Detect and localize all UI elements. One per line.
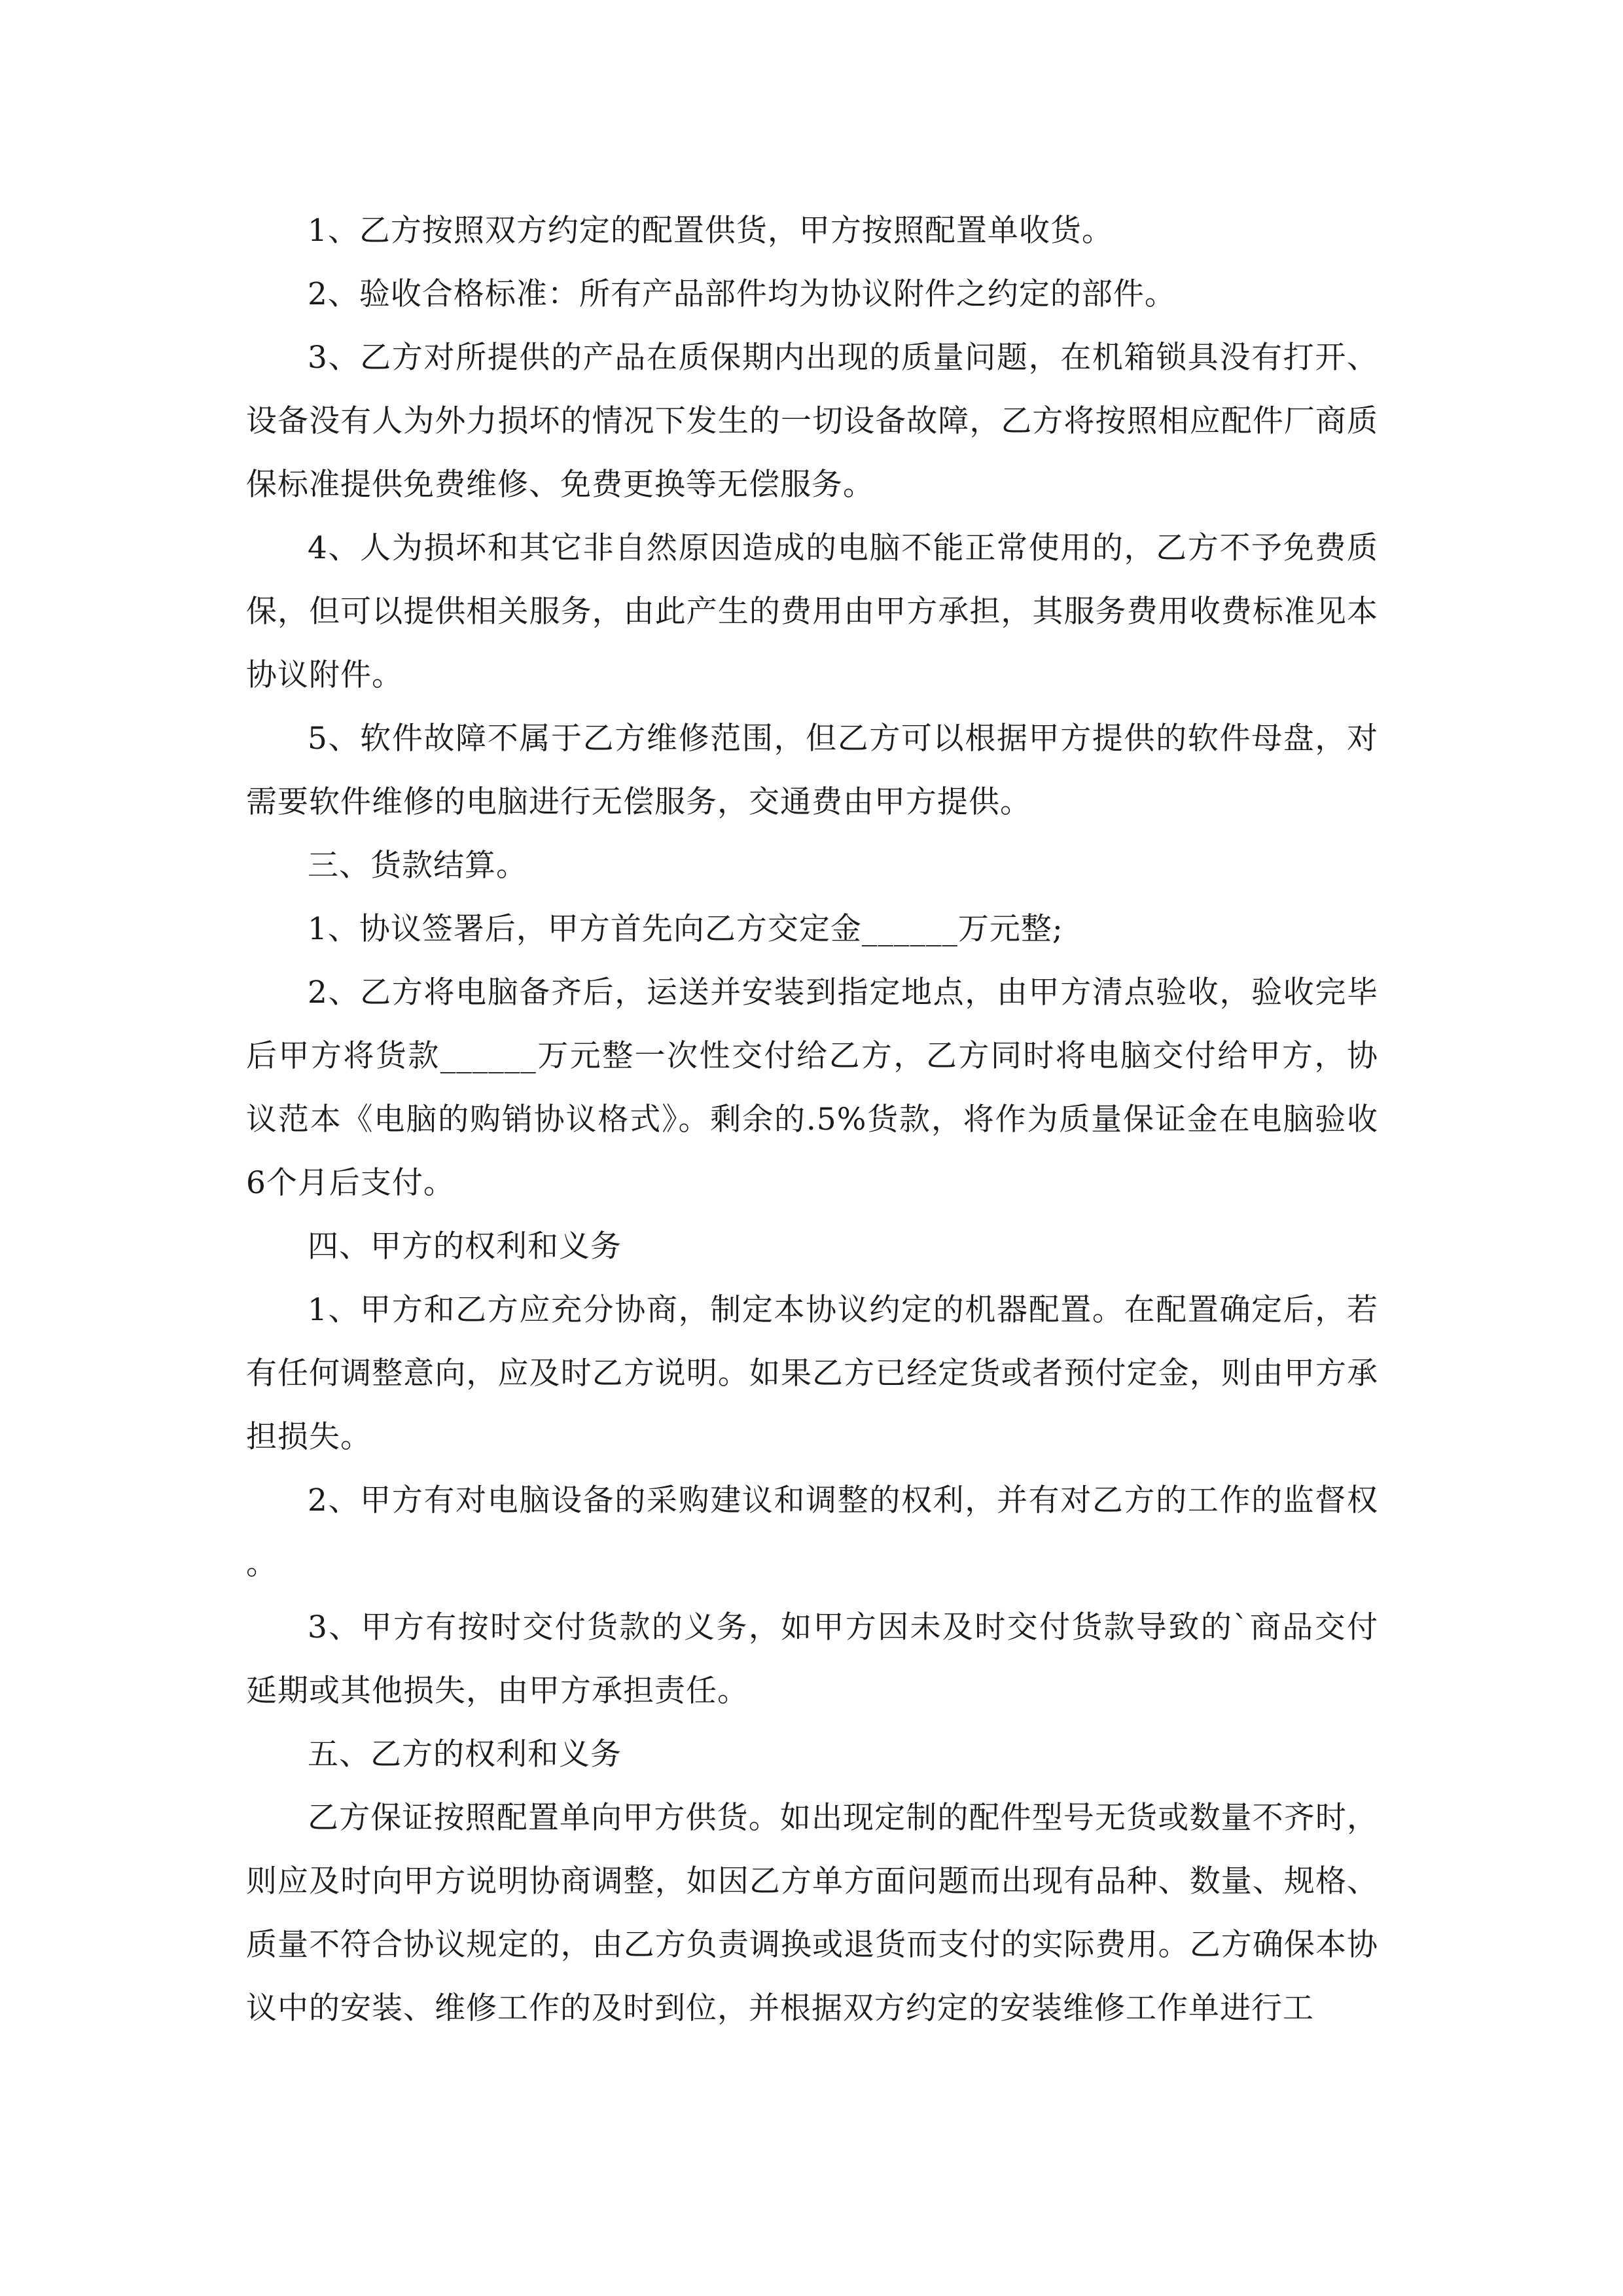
clause-party-b-obligations: 乙方保证按照配置单向甲方供货。如出现定制的配件型号无货或数量不齐时，则应及时向甲方说明协商调整，如因乙方单方面问题而出现有品种、数量、规格、质量不符合协议规定的，由乙方负责调换或退货而支付的实际费用。乙方确保本协议中的安装、维修工作的及时到位，并根据双方约定的安装维修工作单进行工 [246, 1800, 1378, 2026]
clause-party-a-payment-duty: 3、甲方有按时交付货款的义务，如甲方因未及时交付货款导致的`商品交付延期或其他损失，由甲方承担责任。 [246, 1609, 1378, 1709]
section-heading-party-b: 五、乙方的权利和义务 [308, 1736, 622, 1772]
clause-party-a-configuration: 1、甲方和乙方应充分协商，制定本协议约定的机器配置。在配置确定后，若有任何调整意向，应及时乙方说明。如果乙方已经定货或者预付定金，则由甲方承担损失。 [246, 1292, 1378, 1455]
clause-acceptance-supply: 1、乙方按照双方约定的配置供货，甲方按照配置单收货。 [308, 213, 1113, 249]
clause-software-fault: 5、软件故障不属于乙方维修范围，但乙方可以根据甲方提供的软件母盘，对需要软件维修的电脑进行无偿服务，交通费由甲方提供。 [246, 721, 1378, 820]
clause-payment-delivery: 2、乙方将电脑备齐后，运送并安装到指定地点，由甲方清点验收，验收完毕后甲方将货款______万元整一次性交付给乙方，乙方同时将电脑交付给甲方，协议范本《电脑的购销协议格式》。剩余的.5%货款，将作为质量保证金在电脑验收6个月后支付。 [246, 975, 1378, 1201]
clause-acceptance-standard: 2、验收合格标准：所有产品部件均为协议附件之约定的部件。 [308, 276, 1176, 312]
section-heading-party-a: 四、甲方的权利和义务 [308, 1229, 622, 1265]
clause-deposit: 1、协议签署后，甲方首先向乙方交定金______万元整; [308, 911, 1063, 947]
clause-human-damage: 4、人为损坏和其它非自然原因造成的电脑不能正常使用的，乙方不予免费质保，但可以提供相关服务，由此产生的费用由甲方承担，其服务费用收费标准见本协议附件。 [246, 530, 1378, 693]
clause-warranty-service: 3、乙方对所提供的产品在质保期内出现的质量问题，在机箱锁具没有打开、设备没有人为外力损坏的情况下发生的一切设备故障，乙方将按照相应配件厂商质保标准提供免费维修、免费更换等无偿服务。 [246, 340, 1378, 503]
clause-party-a-supervision: 2、甲方有对电脑设备的采购建议和调整的权利，并有对乙方的工作的监督权。 [246, 1482, 1378, 1582]
document-body [246, 199, 1378, 2040]
section-heading-payment: 三、货款结算。 [308, 848, 527, 884]
